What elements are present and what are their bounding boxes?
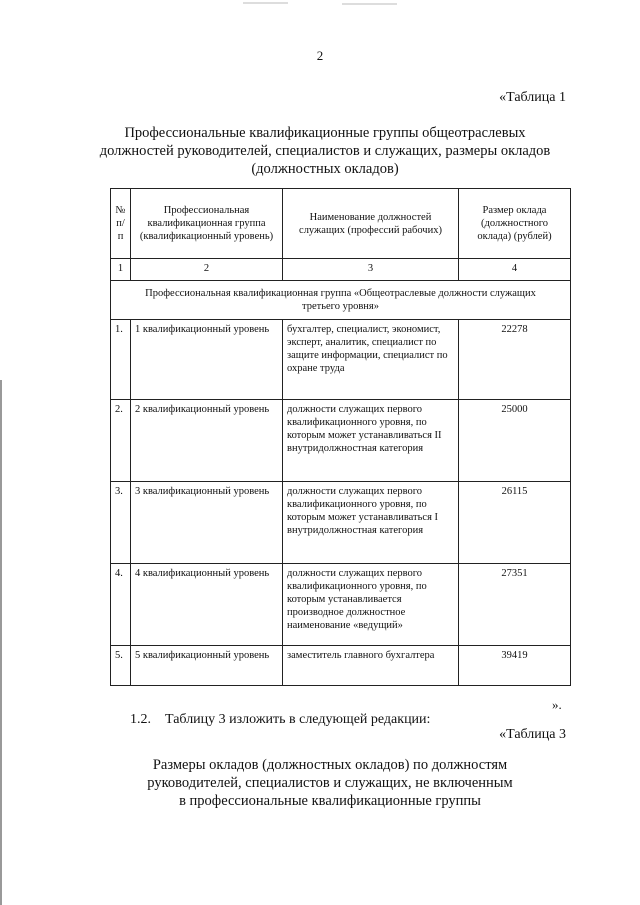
- title-line: (должностных окладов): [251, 161, 399, 177]
- col-number: 2: [131, 259, 283, 281]
- qualification-table: [110, 188, 571, 686]
- title-line: Профессиональные квалификационные группы общеотраслевых: [124, 125, 526, 141]
- header-num: № п/п: [111, 189, 131, 259]
- table1-label: «Таблица 1: [499, 90, 566, 105]
- row-salary: 27351: [459, 564, 571, 646]
- table3-title: [110, 756, 550, 810]
- scan-edge: [0, 380, 2, 905]
- row-level: 1 квалификационный уровень: [131, 320, 283, 400]
- scan-artifact: [243, 2, 288, 4]
- header-group: Профессиональная квалификационная группа (квалификационный уровень): [131, 189, 283, 259]
- section-title: Профессиональная квалификационная группа «Общеотраслевые должности служащих третьего уровня»: [111, 281, 571, 320]
- table-row: [111, 646, 571, 686]
- row-level: 5 квалификационный уровень: [131, 646, 283, 686]
- row-salary: 22278: [459, 320, 571, 400]
- row-level: 4 квалификационный уровень: [131, 564, 283, 646]
- row-level: 2 квалификационный уровень: [131, 400, 283, 482]
- row-positions: должности служащих первого квалификационного уровня, по которым может устанавливаться I внутридолжностная категория: [283, 482, 459, 564]
- page-number: 2: [316, 48, 324, 63]
- row-positions: заместитель главного бухгалтера: [283, 646, 459, 686]
- table-row: [111, 400, 571, 482]
- row-salary: 25000: [459, 400, 571, 482]
- table-row: [111, 482, 571, 564]
- row-num: 4.: [111, 564, 131, 646]
- title-line: руководителей, специалистов и служащих, не включенным: [147, 775, 513, 791]
- closing-quote: ».: [552, 697, 562, 712]
- table-row: [111, 320, 571, 400]
- header-positions: Наименование должностей служащих (профессий рабочих): [283, 189, 459, 259]
- table1-title: [90, 124, 560, 178]
- header-salary: Размер оклада (должностного оклада) (рублей): [459, 189, 571, 259]
- table3-label: «Таблица 3: [499, 727, 566, 742]
- row-positions: бухгалтер, специалист, экономист, эксперт, аналитик, специалист по защите информации, специалист по охране труда: [283, 320, 459, 400]
- title-line: Размеры окладов (должностных окладов) по должностям: [152, 757, 508, 773]
- row-positions: должности служащих первого квалификационного уровня, по которым может устанавливаться II внутридолжностная категория: [283, 400, 459, 482]
- item-1-2: 1.2. Таблицу 3 изложить в следующей редакции:: [130, 712, 431, 727]
- title-line: должностей руководителей, специалистов и служащих, размеры окладов: [99, 143, 551, 159]
- title-line: в профессиональные квалификационные группы: [179, 793, 481, 809]
- row-num: 1.: [111, 320, 131, 400]
- row-positions: должности служащих первого квалификационного уровня, по которым устанавливается производное должностное наименование «ведущий»: [283, 564, 459, 646]
- row-num: 2.: [111, 400, 131, 482]
- table-row: [111, 564, 571, 646]
- col-number: 1: [111, 259, 131, 281]
- row-salary: 39419: [459, 646, 571, 686]
- row-num: 3.: [111, 482, 131, 564]
- row-level: 3 квалификационный уровень: [131, 482, 283, 564]
- col-number: 3: [283, 259, 459, 281]
- row-num: 5.: [111, 646, 131, 686]
- row-salary: 26115: [459, 482, 571, 564]
- col-number: 4: [459, 259, 571, 281]
- scan-artifact: [342, 3, 397, 5]
